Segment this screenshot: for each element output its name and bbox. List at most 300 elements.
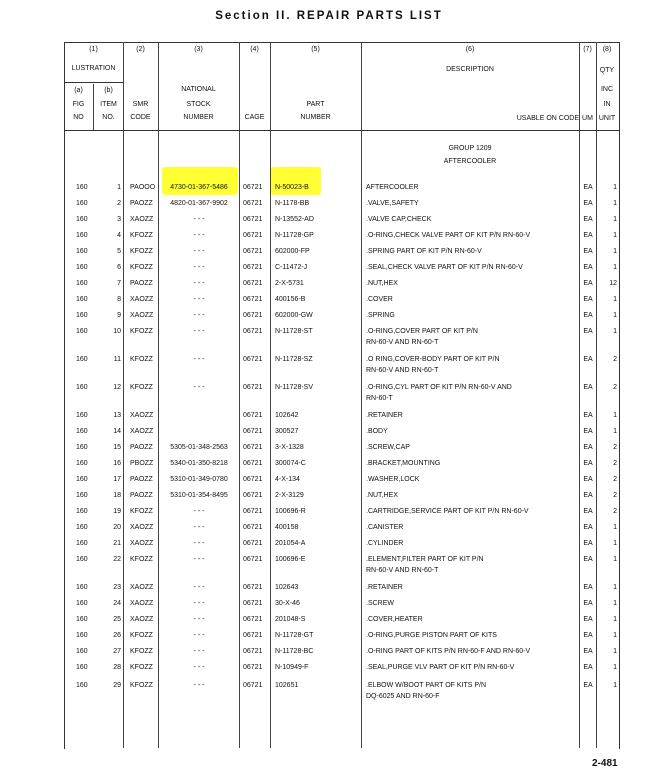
row-fig: 160 [76,616,88,623]
row-um: EA [583,492,593,499]
row-um: EA [583,600,593,607]
header-qty: QTY [599,67,615,74]
row-description: .O-RING,CHECK VALVE PART OF KIT P/N RN-60-V [366,232,531,239]
row-description: RN-60-V AND RN-60-T [366,567,439,574]
row-part-number: N-11728-BC [275,648,314,655]
row-qty: 2 [613,492,617,499]
row-description: .COVER [366,296,393,303]
row-um: EA [583,184,593,191]
row-smr-code: XAOZZ [130,600,154,607]
row-description: .O RING,COVER-BODY PART OF KIT P/N [366,356,500,363]
row-smr-code: KFOZZ [130,556,153,563]
row-um: EA [583,412,593,419]
row-qty: 1 [613,524,617,531]
row-item: 10 [113,328,121,335]
row-cage: 06721 [243,356,263,363]
row-description: .O-RING PART OF KITS P/N RN-60-F AND RN-60-V [366,648,531,655]
row-um: EA [583,556,593,563]
row-description: .O-RING,COVER PART OF KIT P/N [366,328,478,335]
row-stock-number: - - - [193,682,205,689]
header-part: PART [306,101,325,108]
row-smr-code: KFOZZ [130,384,153,391]
row-um: EA [583,648,593,655]
row-fig: 160 [76,540,88,547]
row-part-number: N-11728-SZ [275,356,313,363]
header-cage: CAGE [244,114,265,121]
row-fig: 160 [76,476,88,483]
row-stock-number: - - - [193,648,205,655]
row-item: 25 [113,616,121,623]
header-col7: (7) [583,46,592,53]
header-description: DESCRIPTION [446,66,494,73]
row-cage: 06721 [243,184,263,191]
header-smr: SMR [132,101,149,108]
row-um: EA [583,428,593,435]
row-description: RN-60-T [366,395,393,402]
row-fig: 160 [76,248,88,255]
row-stock-number: - - - [193,632,205,639]
row-qty: 1 [613,264,617,271]
row-qty: 1 [613,428,617,435]
row-description: DQ-6025 AND RN-60-F [366,693,440,700]
row-qty: 1 [613,600,617,607]
row-part-number: N-1178-BB [275,200,310,207]
row-stock-number: - - - [193,280,205,287]
row-smr-code: PAOZZ [130,476,153,483]
row-part-number: 102643 [275,584,299,591]
row-part-number: N-13552-AD [275,216,314,223]
row-part-number: 602000-GW [275,312,313,319]
header-subrule [64,82,123,83]
row-part-number: 30-X-46 [275,600,300,607]
row-item: 4 [117,232,121,239]
row-part-number: 100696-R [275,508,306,515]
row-description: .SPRING PART OF KIT P/N RN-60-V [366,248,482,255]
row-item: 2 [117,200,121,207]
header-fig-no: NO [73,114,84,121]
row-qty: 2 [613,508,617,515]
row-qty: 1 [613,540,617,547]
row-item: 28 [113,664,121,671]
row-qty: 2 [613,356,617,363]
row-stock-number: - - - [193,556,205,563]
row-um: EA [583,616,593,623]
row-fig: 160 [76,632,88,639]
row-cage: 06721 [243,616,263,623]
row-fig: 160 [76,508,88,515]
row-item: 1 [117,184,121,191]
header-unit: UNIT [598,115,616,122]
row-um: EA [583,200,593,207]
row-qty: 1 [613,412,617,419]
row-cage: 06721 [243,476,263,483]
group-number: GROUP 1209 [448,145,492,152]
row-stock-number: 5340-01-350-8218 [170,460,228,467]
row-smr-code: KFOZZ [130,328,153,335]
row-fig: 160 [76,384,88,391]
row-smr-code: KFOZZ [130,682,153,689]
row-smr-code: PAOOO [130,184,156,191]
row-description: .CARTRIDGE,SERVICE PART OF KIT P/N RN-60-V [366,508,529,515]
row-cage: 06721 [243,412,263,419]
row-description: .ELBOW W/BOOT PART OF KITS P/N [366,682,487,689]
row-item: 6 [117,264,121,271]
row-part-number: 400158 [275,524,299,531]
row-description: .SEAL,CHECK VALVE PART OF KIT P/N RN-60-V [366,264,523,271]
row-um: EA [583,584,593,591]
row-qty: 1 [613,616,617,623]
row-um: EA [583,328,593,335]
row-item: 19 [113,508,121,515]
row-smr-code: KFOZZ [130,648,153,655]
row-fig: 160 [76,412,88,419]
row-stock-number: - - - [193,664,205,671]
row-qty: 1 [613,664,617,671]
row-qty: 1 [613,328,617,335]
row-fig: 160 [76,312,88,319]
row-cage: 06721 [243,232,263,239]
row-fig: 160 [76,184,88,191]
row-fig: 160 [76,200,88,207]
row-fig: 160 [76,492,88,499]
row-description: .VALVE,SAFETY [366,200,419,207]
row-um: EA [583,664,593,671]
row-item: 9 [117,312,121,319]
header-item: ITEM [100,101,117,108]
row-cage: 06721 [243,584,263,591]
row-part-number: N-11728-SV [275,384,314,391]
row-cage: 06721 [243,280,263,287]
row-cage: 06721 [243,632,263,639]
row-qty: 1 [613,232,617,239]
row-stock-number: - - - [193,328,205,335]
row-cage: 06721 [243,556,263,563]
row-fig: 160 [76,232,88,239]
row-part-number: 102642 [275,412,299,419]
row-fig: 160 [76,280,88,287]
row-description: .RETAINER [366,412,403,419]
row-fig: 160 [76,524,88,531]
row-stock-number: - - - [193,248,205,255]
row-stock-number: - - - [193,384,205,391]
header-smr-code: CODE [130,114,151,121]
row-um: EA [583,280,593,287]
row-qty: 12 [609,280,617,287]
row-part-number: 400156-B [275,296,306,303]
row-fig: 160 [76,216,88,223]
row-stock-number: - - - [193,232,205,239]
row-description: .SCREW,CAP [366,444,410,451]
row-item: 17 [113,476,121,483]
page-number: 2-481 [592,758,618,769]
col-divider [579,42,580,748]
page-title: Section II. REPAIR PARTS LIST [215,10,443,22]
row-fig: 160 [76,328,88,335]
row-stock-number: - - - [193,508,205,515]
header-part-number: NUMBER [300,114,331,121]
header-in: IN [603,101,611,108]
row-fig: 160 [76,296,88,303]
header-col1: (1) [89,46,98,53]
col-divider [158,42,159,748]
row-smr-code: XAOZZ [130,412,154,419]
header-col4: (4) [250,46,259,53]
row-stock-number: - - - [193,356,205,363]
row-part-number: C-11472-J [275,264,308,271]
row-cage: 06721 [243,428,263,435]
row-fig: 160 [76,664,88,671]
row-description: .O-RING,PURGE PISTON PART OF KITS [366,632,497,639]
row-description: .CANISTER [366,524,404,531]
row-stock-number: - - - [193,540,205,547]
row-cage: 06721 [243,328,263,335]
row-description: .SCREW [366,600,394,607]
header-item-no: NO. [102,114,115,121]
row-um: EA [583,232,593,239]
row-um: EA [583,682,593,689]
row-part-number: 102651 [275,682,299,689]
row-cage: 06721 [243,540,263,547]
row-qty: 1 [613,296,617,303]
row-description: AFTERCOOLER [366,184,419,191]
header-col3: (3) [194,46,203,53]
row-fig: 160 [76,584,88,591]
row-smr-code: KFOZZ [130,664,153,671]
row-qty: 1 [613,632,617,639]
row-description: RN-60-V AND RN-60-T [366,367,439,374]
row-item: 20 [113,524,121,531]
row-smr-code: XAOZZ [130,616,154,623]
row-smr-code: XAOZZ [130,312,154,319]
row-item: 23 [113,584,121,591]
row-cage: 06721 [243,264,263,271]
row-cage: 06721 [243,664,263,671]
row-description: .ELEMENT,FILTER PART OF KIT P/N [366,556,484,563]
row-item: 29 [113,682,121,689]
row-part-number: 201054-A [275,540,306,547]
row-smr-code: PAOZZ [130,492,153,499]
row-description: .BRACKET,MOUNTING [366,460,441,467]
row-item: 3 [117,216,121,223]
row-part-number: N-11728-GT [275,632,314,639]
row-part-number: 2-X-5731 [275,280,304,287]
row-stock-number: 4730-01-367-5486 [170,184,228,191]
row-stock-number: - - - [193,616,205,623]
row-description: .O-RING,CYL PART OF KIT P/N RN-60-V AND [366,384,512,391]
row-part-number: 100696-E [275,556,306,563]
row-item: 14 [113,428,121,435]
row-qty: 1 [613,312,617,319]
row-cage: 06721 [243,492,263,499]
row-item: 15 [113,444,121,451]
row-stock-number: 4820-01-367-9902 [170,200,228,207]
row-smr-code: KFOZZ [130,264,153,271]
row-qty: 2 [613,476,617,483]
row-stock-number: - - - [193,312,205,319]
row-cage: 06721 [243,600,263,607]
header-inc: INC [600,86,614,93]
row-fig: 160 [76,600,88,607]
row-description: .WASHER,LOCK [366,476,420,483]
row-smr-code: KFOZZ [130,632,153,639]
row-part-number: N-50023-B [275,184,309,191]
row-um: EA [583,524,593,531]
row-um: EA [583,248,593,255]
row-part-number: N-10949-F [275,664,309,671]
row-cage: 06721 [243,524,263,531]
row-um: EA [583,264,593,271]
row-part-number: 4-X-134 [275,476,300,483]
row-description: .SPRING [366,312,395,319]
row-smr-code: KFOZZ [130,248,153,255]
row-cage: 06721 [243,248,263,255]
row-item: 18 [113,492,121,499]
row-um: EA [583,460,593,467]
row-fig: 160 [76,444,88,451]
row-stock-number: - - - [193,296,205,303]
row-fig: 160 [76,648,88,655]
row-um: EA [583,356,593,363]
row-description: .NUT,HEX [366,280,398,287]
row-item: 26 [113,632,121,639]
row-stock-number: - - - [193,584,205,591]
row-fig: 160 [76,556,88,563]
row-item: 8 [117,296,121,303]
row-cage: 06721 [243,444,263,451]
row-item: 22 [113,556,121,563]
row-item: 24 [113,600,121,607]
row-fig: 160 [76,682,88,689]
row-um: EA [583,476,593,483]
row-smr-code: PAOZZ [130,280,153,287]
row-um: EA [583,296,593,303]
row-description: .RETAINER [366,584,403,591]
row-qty: 1 [613,584,617,591]
row-smr-code: XAOZZ [130,524,154,531]
row-smr-code: XAOZZ [130,428,154,435]
row-stock-number: 5305-01-348-2563 [170,444,228,451]
header-col6: (6) [465,46,475,53]
row-um: EA [583,632,593,639]
header-col1b: (b) [104,87,113,94]
row-qty: 1 [613,248,617,255]
row-fig: 160 [76,264,88,271]
row-cage: 06721 [243,312,263,319]
row-um: EA [583,444,593,451]
row-smr-code: PBOZZ [130,460,154,467]
row-description: .CYLINDER [366,540,404,547]
row-smr-code: XAOZZ [130,584,154,591]
row-part-number: 3-X-1328 [275,444,304,451]
row-item: 13 [113,412,121,419]
row-part-number: 602000-FP [275,248,310,255]
row-description: .NUT,HEX [366,492,398,499]
row-item: 7 [117,280,121,287]
row-part-number: 201048-S [275,616,306,623]
header-col5: (5) [311,46,320,53]
row-qty: 1 [613,200,617,207]
row-um: EA [583,508,593,515]
row-fig: 160 [76,460,88,467]
row-smr-code: PAOZZ [130,444,153,451]
row-qty: 1 [613,184,617,191]
col-divider [123,42,124,748]
row-smr-code: PAOZZ [130,200,153,207]
row-fig: 160 [76,356,88,363]
row-item: 5 [117,248,121,255]
row-smr-code: XAOZZ [130,540,154,547]
header-col2: (2) [136,46,145,53]
row-cage: 06721 [243,460,263,467]
row-part-number: N-11728-GP [275,232,314,239]
group-name: AFTERCOOLER [443,158,497,165]
row-cage: 06721 [243,216,263,223]
row-cage: 06721 [243,200,263,207]
row-smr-code: XAOZZ [130,216,154,223]
row-qty: 2 [613,460,617,467]
header-stock: STOCK [186,101,211,108]
header-col1a: (a) [74,87,83,94]
row-item: 27 [113,648,121,655]
row-cage: 06721 [243,682,263,689]
header-fig: FIG [72,101,85,108]
row-fig: 160 [76,428,88,435]
row-description: RN-60-V AND RN-60-T [366,339,439,346]
col-divider [270,42,271,748]
row-stock-number: - - - [193,600,205,607]
row-item: 12 [113,384,121,391]
row-um: EA [583,312,593,319]
row-stock-number: - - - [193,264,205,271]
row-smr-code: KFOZZ [130,232,153,239]
header-rule [64,130,619,131]
row-description: .BODY [366,428,388,435]
row-stock-number: 5310-01-354-8495 [170,492,228,499]
row-description: .VALVE CAP,CHECK [366,216,432,223]
row-qty: 1 [613,556,617,563]
row-qty: 2 [613,384,617,391]
row-smr-code: KFOZZ [130,508,153,515]
row-part-number: N-11728-ST [275,328,313,335]
row-qty: 2 [613,444,617,451]
row-cage: 06721 [243,296,263,303]
row-cage: 06721 [243,508,263,515]
header-national: NATIONAL [181,86,216,93]
row-qty: 1 [613,682,617,689]
row-item: 16 [113,460,121,467]
row-part-number: 2-X-3129 [275,492,304,499]
row-stock-number: 5310-01-349-0780 [170,476,228,483]
row-description: .COVER,HEATER [366,616,423,623]
row-part-number: 300074-C [275,460,306,467]
row-stock-number: - - - [193,524,205,531]
row-part-number: 300527 [275,428,299,435]
row-um: EA [583,540,593,547]
col-divider [596,42,597,748]
header-col8: (8) [602,46,612,53]
row-item: 21 [113,540,121,547]
col-divider [239,42,240,748]
header-illustration: LUSTRATION [71,65,116,72]
row-cage: 06721 [243,648,263,655]
row-qty: 1 [613,216,617,223]
row-um: EA [583,216,593,223]
row-um: EA [583,384,593,391]
header-um: UM [582,115,593,122]
row-cage: 06721 [243,384,263,391]
row-description: .SEAL,PURGE VLV PART OF KIT P/N RN-60-V [366,664,515,671]
row-stock-number: - - - [193,216,205,223]
